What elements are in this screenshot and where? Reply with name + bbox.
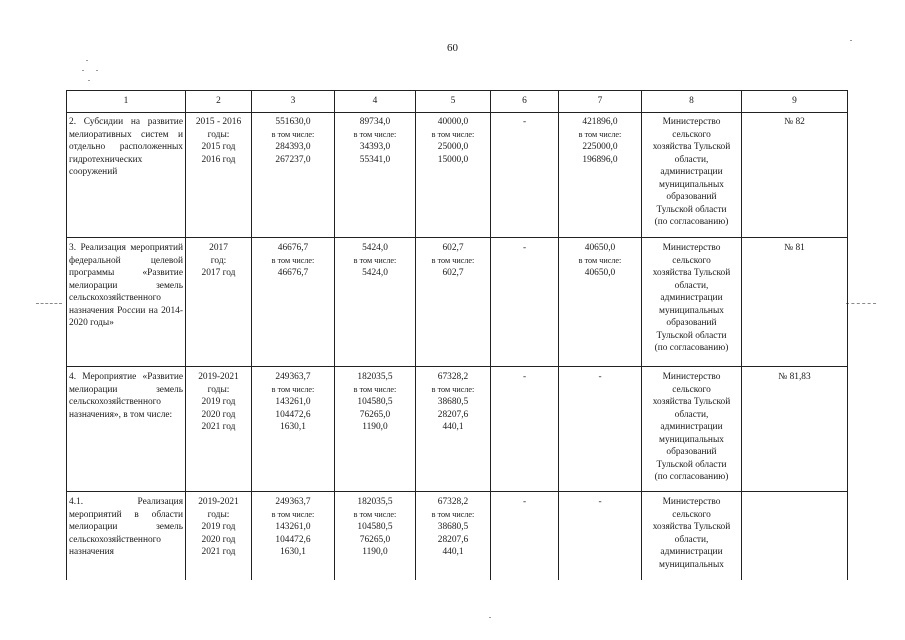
responsible-cell-line: Тульской области xyxy=(656,459,727,470)
amount-col5-cell-line: 15000,0 xyxy=(437,154,469,165)
amount-col7-cell-line: в том числе: xyxy=(578,255,622,265)
period-cell-line: 2015 - 2016 xyxy=(195,117,242,127)
scan-mark-left xyxy=(36,303,62,304)
responsible-cell-line: хозяйства Тульской xyxy=(652,268,731,278)
amount-col5-cell-line: 25000,0 xyxy=(437,142,469,152)
column-number-4: 4 xyxy=(335,91,416,113)
period-cell-line: 2016 год xyxy=(201,154,236,165)
total-amount-cell-line: в том числе: xyxy=(271,509,315,519)
period-cell-line: 2019 год xyxy=(201,397,236,407)
measure-name-cell: 4.1. Реализация мероприятий в области мелиорации земель сельскохозяйственного назначения xyxy=(67,492,186,581)
period-cell-line: 2020 год xyxy=(201,534,236,545)
responsible-cell-line: Тульской области xyxy=(656,204,727,215)
amount-col7-cell-line: 40650,0 xyxy=(584,268,616,278)
scan-mark-right xyxy=(846,303,876,304)
amount-col5-cell-line: 440,1 xyxy=(442,547,464,557)
responsible-cell-line: сельского xyxy=(672,384,711,395)
responsible-cell-line: (по согласованию) xyxy=(654,217,729,227)
total-amount-cell-line: 249363,7 xyxy=(275,497,311,507)
measure-name-cell: 2. Субсидии на развитие мелиоративных систем и отдельно расположенных гидротехнических сооружений xyxy=(67,113,186,238)
period-cell-line: годы: xyxy=(207,509,230,520)
responsible-cell xyxy=(642,113,742,238)
amount-col7-cell-line: 421896,0 xyxy=(582,117,618,127)
total-amount-cell-line: 104472,6 xyxy=(275,409,311,420)
responsible-cell xyxy=(642,367,742,492)
responsible-cell-line: Министерство xyxy=(662,372,721,382)
scan-speck xyxy=(96,70,98,71)
total-amount-cell-line: 284393,0 xyxy=(275,142,311,152)
amount-col7-cell-line: - xyxy=(598,372,602,382)
page-number: 60 xyxy=(447,42,458,54)
measure-name-cell: 3. Реализация мероприятий федеральной целевой программы «Развитие мелиорации земель сельскохозяйственного назначения России на 2014-2020 годы» xyxy=(67,238,186,367)
responsible-cell-line: администрации xyxy=(660,167,723,177)
total-amount-cell-line: в том числе: xyxy=(271,255,315,265)
responsible-cell xyxy=(642,492,742,581)
period-cell xyxy=(186,367,252,492)
amount-col5-cell-line: 602,7 xyxy=(442,268,464,278)
period-cell-line: 2021 год xyxy=(201,547,236,557)
scan-speck xyxy=(82,70,84,71)
period-cell xyxy=(186,238,252,367)
table-row xyxy=(67,113,848,238)
column-number-6: 6 xyxy=(491,91,559,113)
total-amount-cell-line: 46676,7 xyxy=(277,243,309,253)
column-number-row xyxy=(67,91,848,113)
period-cell-line: 2019 год xyxy=(201,522,236,532)
amount-col6-cell-line: - xyxy=(522,117,527,127)
amount-col6-cell-line: - xyxy=(522,243,527,253)
total-amount-cell-line: 46676,7 xyxy=(277,268,309,278)
amount-col5-cell-line: в том числе: xyxy=(431,509,475,519)
responsible-cell-line: муниципальных xyxy=(659,305,724,316)
total-amount-cell-line: 143261,0 xyxy=(275,522,311,532)
amount-col4-cell-line: 76265,0 xyxy=(359,409,391,420)
period-cell xyxy=(186,492,252,581)
amount-col4-cell-line: в том числе: xyxy=(353,384,397,394)
scan-speck xyxy=(850,40,852,41)
amount-col4-cell xyxy=(335,238,416,367)
scan-speck xyxy=(88,80,90,81)
amount-col4-cell-line: 182035,5 xyxy=(357,497,393,507)
amount-col7-cell-line: 196896,0 xyxy=(582,154,618,165)
amount-col4-cell xyxy=(335,113,416,238)
amount-col7-cell xyxy=(559,113,642,238)
responsible-cell-line: Министерство xyxy=(662,243,721,253)
responsible-cell-line: Тульской области xyxy=(656,330,727,341)
amount-col5-cell-line: 440,1 xyxy=(442,422,464,432)
period-cell-line: 2017 xyxy=(209,243,228,253)
responsible-cell-line: хозяйства Тульской xyxy=(652,142,731,152)
responsible-cell-line: (по согласованию) xyxy=(654,472,729,482)
responsible-cell-line: сельского xyxy=(672,509,711,520)
period-cell-line: 2015 год xyxy=(201,142,236,152)
amount-col4-cell-line: 104580,5 xyxy=(357,522,393,532)
amount-col7-cell xyxy=(559,492,642,581)
column-number-9: 9 xyxy=(742,91,848,113)
amount-col5-cell xyxy=(416,238,491,367)
amount-col5-cell-line: в том числе: xyxy=(431,384,475,394)
amount-col5-cell-line: 38680,5 xyxy=(437,522,469,532)
amount-col7-cell-line: - xyxy=(598,497,602,507)
amount-col5-cell-line: 67328,2 xyxy=(437,372,469,382)
reference-cell: № 81 xyxy=(742,238,848,367)
period-cell-line: годы: xyxy=(207,384,230,395)
scan-speck xyxy=(86,60,88,61)
amount-col6-cell xyxy=(491,238,559,367)
responsible-cell-line: области, xyxy=(674,154,709,165)
amount-col4-cell-line: 34393,0 xyxy=(359,142,391,152)
responsible-cell-line: муниципальных xyxy=(659,559,724,570)
measure-name-cell: 4. Мероприятие «Развитие мелиорации земель сельскохозяйственного назначения», в том числе: xyxy=(67,367,186,492)
table-row xyxy=(67,238,848,367)
column-number-2: 2 xyxy=(186,91,252,113)
amount-col5-cell-line: в том числе: xyxy=(431,255,475,265)
amount-col6-cell xyxy=(491,113,559,238)
total-amount-cell xyxy=(252,113,335,238)
amount-col5-cell xyxy=(416,367,491,492)
responsible-cell xyxy=(642,238,742,367)
amount-col4-cell-line: 5424,0 xyxy=(362,268,388,278)
amount-col5-cell-line: 602,7 xyxy=(442,243,464,253)
amount-col6-cell-line: - xyxy=(522,372,527,382)
amount-col4-cell-line: 89734,0 xyxy=(359,117,391,127)
responsible-cell-line: хозяйства Тульской xyxy=(652,397,731,407)
responsible-cell-line: сельского xyxy=(672,129,711,140)
period-cell xyxy=(186,113,252,238)
amount-col4-cell-line: 1190,0 xyxy=(362,422,388,432)
total-amount-cell-line: в том числе: xyxy=(271,384,315,394)
amount-col5-cell-line: 40000,0 xyxy=(437,117,469,127)
total-amount-cell-line: 249363,7 xyxy=(275,372,311,382)
column-number-7: 7 xyxy=(559,91,642,113)
amount-col4-cell-line: 55341,0 xyxy=(359,154,391,165)
amount-col4-cell xyxy=(335,367,416,492)
responsible-cell-line: образований xyxy=(666,318,717,328)
amount-col4-cell xyxy=(335,492,416,581)
column-number-8: 8 xyxy=(642,91,742,113)
total-amount-cell-line: в том числе: xyxy=(271,129,315,139)
amount-col4-cell-line: в том числе: xyxy=(353,255,397,265)
scan-speck xyxy=(489,617,491,618)
period-cell-line: год: xyxy=(210,255,227,266)
total-amount-cell-line: 1630,1 xyxy=(280,422,306,432)
amount-col7-cell-line: 225000,0 xyxy=(582,142,618,152)
total-amount-cell-line: 267237,0 xyxy=(275,154,311,165)
reference-cell xyxy=(742,492,848,581)
responsible-cell-line: администрации xyxy=(660,293,723,303)
total-amount-cell-line: 143261,0 xyxy=(275,397,311,407)
table-row xyxy=(67,492,848,581)
reference-cell: № 82 xyxy=(742,113,848,238)
amount-col5-cell-line: 38680,5 xyxy=(437,397,469,407)
responsible-cell-line: области, xyxy=(674,409,709,420)
total-amount-cell-line: 1630,1 xyxy=(280,547,306,557)
responsible-cell-line: муниципальных xyxy=(659,434,724,445)
amount-col6-cell xyxy=(491,367,559,492)
period-cell-line: 2019-2021 xyxy=(198,497,239,507)
amount-col5-cell-line: 28207,6 xyxy=(437,534,469,545)
amount-col5-cell-line: в том числе: xyxy=(431,129,475,139)
amount-col5-cell-line: 28207,6 xyxy=(437,409,469,420)
column-number-1: 1 xyxy=(67,91,186,113)
amount-col5-cell-line: 67328,2 xyxy=(437,497,469,507)
responsible-cell-line: области, xyxy=(674,534,709,545)
responsible-cell-line: образований xyxy=(666,447,717,457)
amount-col5-cell xyxy=(416,492,491,581)
total-amount-cell xyxy=(252,238,335,367)
responsible-cell-line: области, xyxy=(674,280,709,291)
responsible-cell-line: администрации xyxy=(660,422,723,432)
period-cell-line: 2017 год xyxy=(201,268,236,278)
responsible-cell-line: администрации xyxy=(660,547,723,557)
total-amount-cell xyxy=(252,367,335,492)
program-table xyxy=(66,90,848,580)
amount-col4-cell-line: 76265,0 xyxy=(359,534,391,545)
responsible-cell-line: хозяйства Тульской xyxy=(652,522,731,532)
amount-col4-cell-line: 182035,5 xyxy=(357,372,393,382)
amount-col4-cell-line: в том числе: xyxy=(353,129,397,139)
amount-col7-cell-line: 40650,0 xyxy=(584,243,616,253)
period-cell-line: 2019-2021 xyxy=(198,372,239,382)
amount-col4-cell-line: в том числе: xyxy=(353,509,397,519)
amount-col7-cell-line: в том числе: xyxy=(578,129,622,139)
responsible-cell-line: (по согласованию) xyxy=(654,343,729,353)
responsible-cell-line: муниципальных xyxy=(659,179,724,190)
table-row xyxy=(67,367,848,492)
period-cell-line: 2020 год xyxy=(201,409,236,420)
total-amount-cell xyxy=(252,492,335,581)
reference-cell: № 81,83 xyxy=(742,367,848,492)
responsible-cell-line: образований xyxy=(666,192,717,202)
period-cell-line: годы: xyxy=(207,129,230,140)
amount-col6-cell-line: - xyxy=(522,497,527,507)
amount-col4-cell-line: 104580,5 xyxy=(357,397,393,407)
amount-col4-cell-line: 1190,0 xyxy=(362,547,388,557)
total-amount-cell-line: 551630,0 xyxy=(275,117,311,127)
column-number-5: 5 xyxy=(416,91,491,113)
column-number-3: 3 xyxy=(252,91,335,113)
responsible-cell-line: Министерство xyxy=(662,497,721,507)
amount-col4-cell-line: 5424,0 xyxy=(362,243,388,253)
period-cell-line: 2021 год xyxy=(201,422,236,432)
responsible-cell-line: Министерство xyxy=(662,117,721,127)
amount-col7-cell xyxy=(559,238,642,367)
amount-col5-cell xyxy=(416,113,491,238)
responsible-cell-line: сельского xyxy=(672,255,711,266)
amount-col6-cell xyxy=(491,492,559,581)
amount-col7-cell xyxy=(559,367,642,492)
total-amount-cell-line: 104472,6 xyxy=(275,534,311,545)
